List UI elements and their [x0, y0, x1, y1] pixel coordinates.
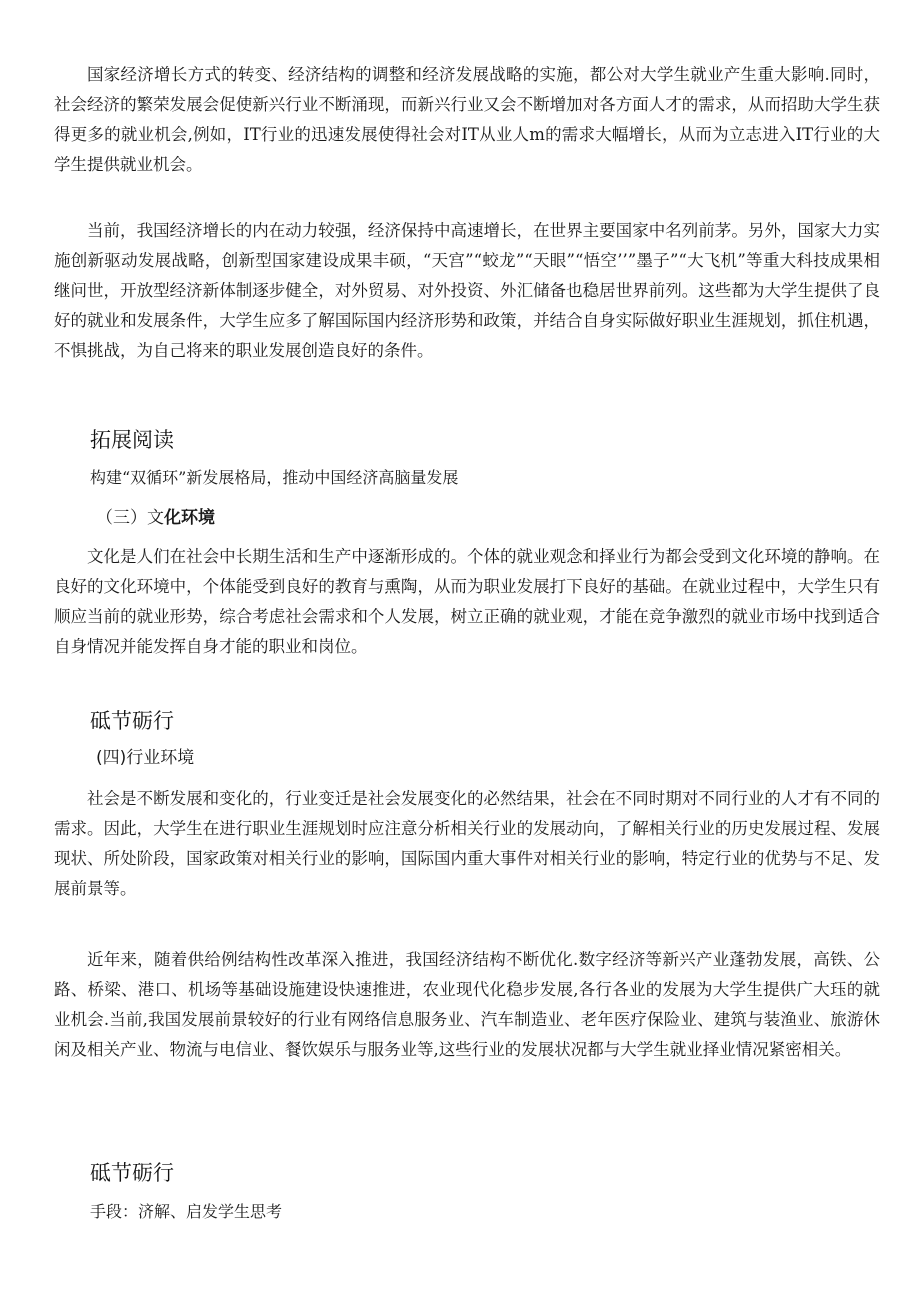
subheading-rest: 化环境: [164, 508, 215, 528]
subheading-cultural-environment: [96, 506, 215, 530]
heading-dizhi-2: 砥节砺行: [90, 1161, 174, 1185]
paragraph-economic-growth: 国家经济增长方式的转变、经济结构的调整和经济发展战略的实施，都公对大学生就业产生重大影响.同时，社会经济的繁荣发展会促使新兴行业不断涌现，而新兴行业又会不断增加对各方面人才的需求，从而招助大学生获得更多的就业机会,例如，IT行业的迅速发展使得社会对IT从业人m的需求大幅增长，从而为立志进入IT行业的大学生提供就业机会。: [54, 65, 880, 174]
extended-reading-title: 构建“双循环”新发展格局，推动中国经济高脑量发展: [90, 468, 459, 487]
paragraph-current-economy: 当前，我国经济增长的内在动力较强，经济保持中高速增长，在世界主要国家中名列前茅。另外，国家大力实施创新驱动发展战略，创新型国家建设成果丰硕，“天宫”“蛟龙”“天眼”“悟空’’”墨子”“大飞机”等重大科技成果相继问世，开放型经济新体制逐步健全，对外贸易、对外投资、外汇储备也稳居世界前列。这些都为大学生提供了良好的就业和发展条件，大学生应多了解国际国内经济形势和政策，并结合自身实际做好职业生涯规划，抓住机遇，不惧挑战，为自己将来的职业发展创造良好的条件。: [54, 221, 880, 360]
subheading-prefix: （三）文: [96, 508, 164, 528]
subheading-industry-environment: (四)行业环境: [96, 748, 195, 768]
paragraph-culture: 文化是人们在社会中长期生活和生产中逐渐形成的。个体的就业观念和择业行为都会受到文化环境的静响。在良好的文化环境中，个体能受到良好的教育与熏陶，从而为职业发展打下良好的基础。在就业过程中，大学生只有顺应当前的就业形势，综合考虑社会需求和个人发展，树立正确的就业观，才能在竞争激烈的就业市场中找到适合自身情况并能发挥自身才能的职业和岗位。: [54, 547, 880, 656]
heading-extended-reading: 拓展阅读: [90, 428, 174, 452]
heading-dizhi-1: 砥节砺行: [90, 709, 174, 733]
paragraph-recent-years: 近年来，随着供给例结构性改革深入推进，我国经济结构不断优化.数字经济等新兴产业蓬勃发展，高铁、公路、桥梁、港口、机场等基础设施建设快速推进，农业现代化稳步发展,各行各业的发展为大学生提供广大珏的就业机会.当前,我国发展前景较好的行业有网络信息服务业、汽车制造业、老年医疗保险业、建筑与装渔业、旅游休闲及相关产业、物流与电信业、餐饮娱乐与服务业等,这些行业的发展状况都与大学生就业择业情况紧密相关。: [54, 950, 880, 1059]
method-line: 手段：济解、启发学生思考: [90, 1202, 283, 1221]
paragraph-industry: 社会是不断发展和变化的，行业变迁是社会发展变化的必然结果，社会在不同时期对不同行业的人才有不同的需求。因此，大学生在进行职业生涯规划时应注意分析相关行业的发展动向，了解相关行业的历史发展过程、发展现状、所处阶段，国家政策对相关行业的影响，国际国内重大事件对相关行业的影响，特定行业的优势与不足、发展前景等。: [54, 789, 880, 898]
